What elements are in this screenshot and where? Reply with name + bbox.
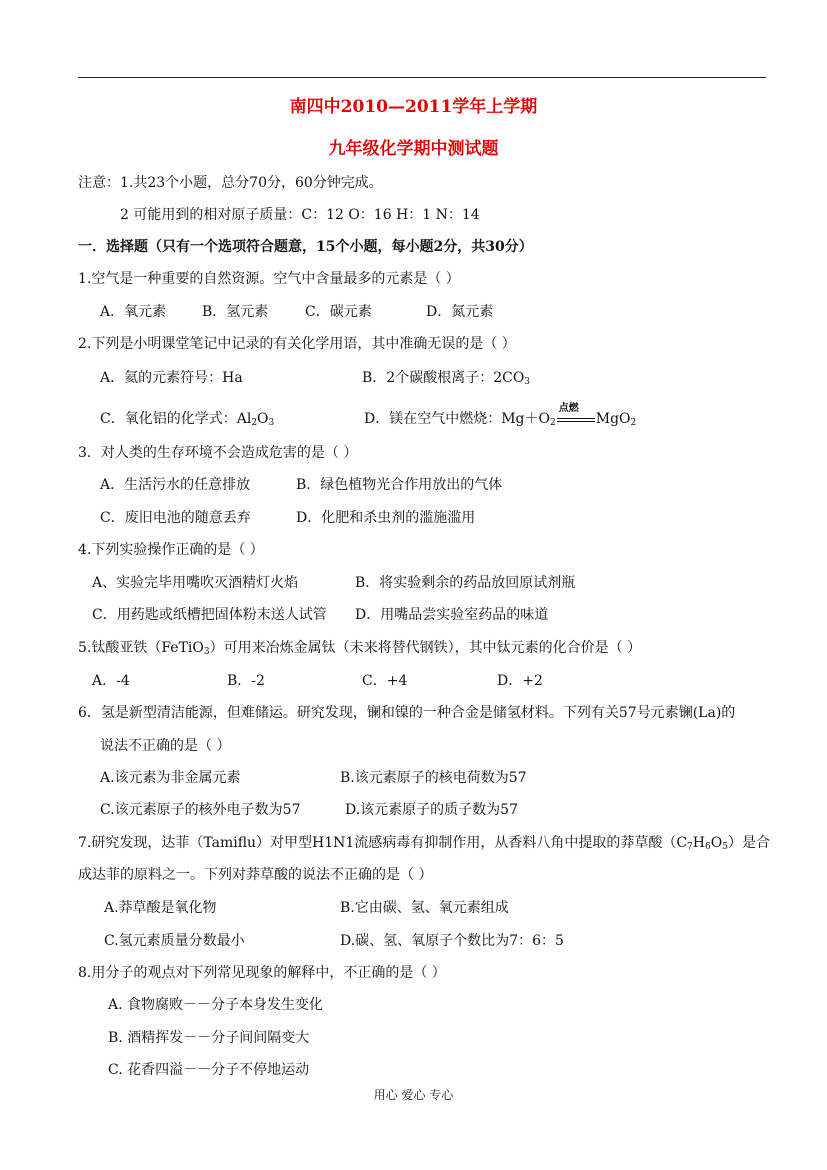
q2-option-c: C．氧化铝的化学式：$Al_2O_3$	[100, 411, 275, 428]
q2-option-d: D．镁在空气中燃烧：$Mg+O_2$ 点燃 MgO$_2$	[364, 403, 637, 428]
exam-title: 南四中2010—2011学年上学期	[289, 97, 538, 117]
reaction-arrow-icon: 点燃	[557, 411, 595, 423]
q8-option-b: B. 酒精挥发－－分子间间隔变大	[108, 1030, 310, 1046]
note-line-2: 2 可能用到的相对原子质量：C：12 O：16 H：1 N：14	[120, 207, 480, 223]
q2-option-b: B．2个碳酸根离子：$2CO_3$	[362, 370, 531, 387]
header-rule	[78, 77, 766, 78]
q4-option-b: B．将实验剩余的药品放回原试剂瓶	[355, 575, 576, 591]
q8-option-c: C. 花香四溢－－分子不停地运动	[108, 1062, 310, 1078]
q3-option-b: B．绿色植物光合作用放出的气体	[296, 477, 503, 493]
question-6-stem-line-2: 说法不正确的是（ ）	[100, 738, 231, 754]
q6-option-c: C.该元素原子的核外电子数为57	[100, 802, 301, 818]
question-4-stem: 4.下列实验操作正确的是（ ）	[78, 542, 264, 558]
q5-option-b: B．-2	[227, 673, 265, 689]
question-3-stem: 3．对人类的生存环境不会造成危害的是（ ）	[78, 445, 358, 461]
question-8-stem: 8.用分子的观点对下列常见现象的解释中，不正确的是（ ）	[78, 965, 446, 981]
question-7-stem-line-1: 7.研究发现，达菲（Tamiflu）对甲型H1N1流感病毒有抑制作用，从香料八角中提取的莽草酸$(C_7H_6O_5)$是合	[78, 835, 770, 852]
exam-subtitle: 九年级化学期中测试题	[328, 139, 499, 159]
q7-option-b: B.它由碳、氢、氧元素组成	[340, 900, 509, 916]
question-5-stem: 5.钛酸亚铁（FeTiO$_3$）可用来冶炼金属钛（未来将替代钢铁），其中钛元素的化合价是（ ）	[78, 640, 642, 657]
q1-option-d: D．氮元素	[426, 304, 494, 320]
note-line-1: 注意：1.共23个小题，总分70分，60分钟完成。	[78, 175, 383, 191]
q4-option-a: A、实验完毕用嘴吹灭酒精灯火焰	[92, 575, 299, 591]
q4-option-d: D．用嘴品尝实验室药品的味道	[355, 607, 549, 623]
q5-option-d: D．+2	[497, 673, 543, 689]
q6-option-d: D.该元素原子的质子数为57	[345, 802, 518, 818]
q5-option-a: A．-4	[92, 673, 130, 689]
q7-option-a: A.莽草酸是氧化物	[104, 900, 217, 916]
q5-option-c: C．+4	[362, 673, 408, 689]
q3-option-c: C．废旧电池的随意丢弃	[100, 510, 251, 526]
q1-option-c: C．碳元素	[305, 304, 372, 320]
q2-option-a: A．氦的元素符号：Ha	[100, 370, 243, 386]
section-heading: 一．选择题（只有一个选项符合题意，15个小题，每小题2分，共30分）	[78, 239, 533, 255]
q7-option-c: C.氢元素质量分数最小	[104, 933, 245, 949]
question-1-stem: 1.空气是一种重要的自然资源。空气中含量最多的元素是（ ）	[78, 271, 460, 287]
question-6-stem-line-1: 6．氢是新型清洁能源，但难储运。研究发现，镧和镍的一种合金是储氢材料。下列有关57号元素镧(La)的	[78, 705, 736, 721]
q8-option-a: A. 食物腐败－－分子本身发生变化	[108, 997, 324, 1013]
question-7-stem-line-2: 成达菲的原料之一。下列对莽草酸的说法不正确的是（ ）	[78, 867, 433, 883]
q7-option-d: D.碳、氢、氧原子个数比为7：6：5	[340, 933, 564, 949]
question-2-stem: 2.下列是小明课堂笔记中记录的有关化学用语，其中准确无误的是（ ）	[78, 336, 516, 352]
q1-option-a: A．氧元素	[100, 304, 167, 320]
q4-option-c: C．用药匙或纸槽把固体粉末送人试管	[92, 607, 327, 623]
q3-option-d: D．化肥和杀虫剂的滥施滥用	[296, 510, 476, 526]
page-footer: 用心 爱心 专心	[373, 1088, 454, 1102]
q6-option-a: A.该元素为非金属元素	[100, 770, 241, 786]
q3-option-a: A．生活污水的任意排放	[100, 477, 251, 493]
q6-option-b: B.该元素原子的核电荷数为57	[340, 770, 527, 786]
q1-option-b: B．氢元素	[202, 304, 269, 320]
